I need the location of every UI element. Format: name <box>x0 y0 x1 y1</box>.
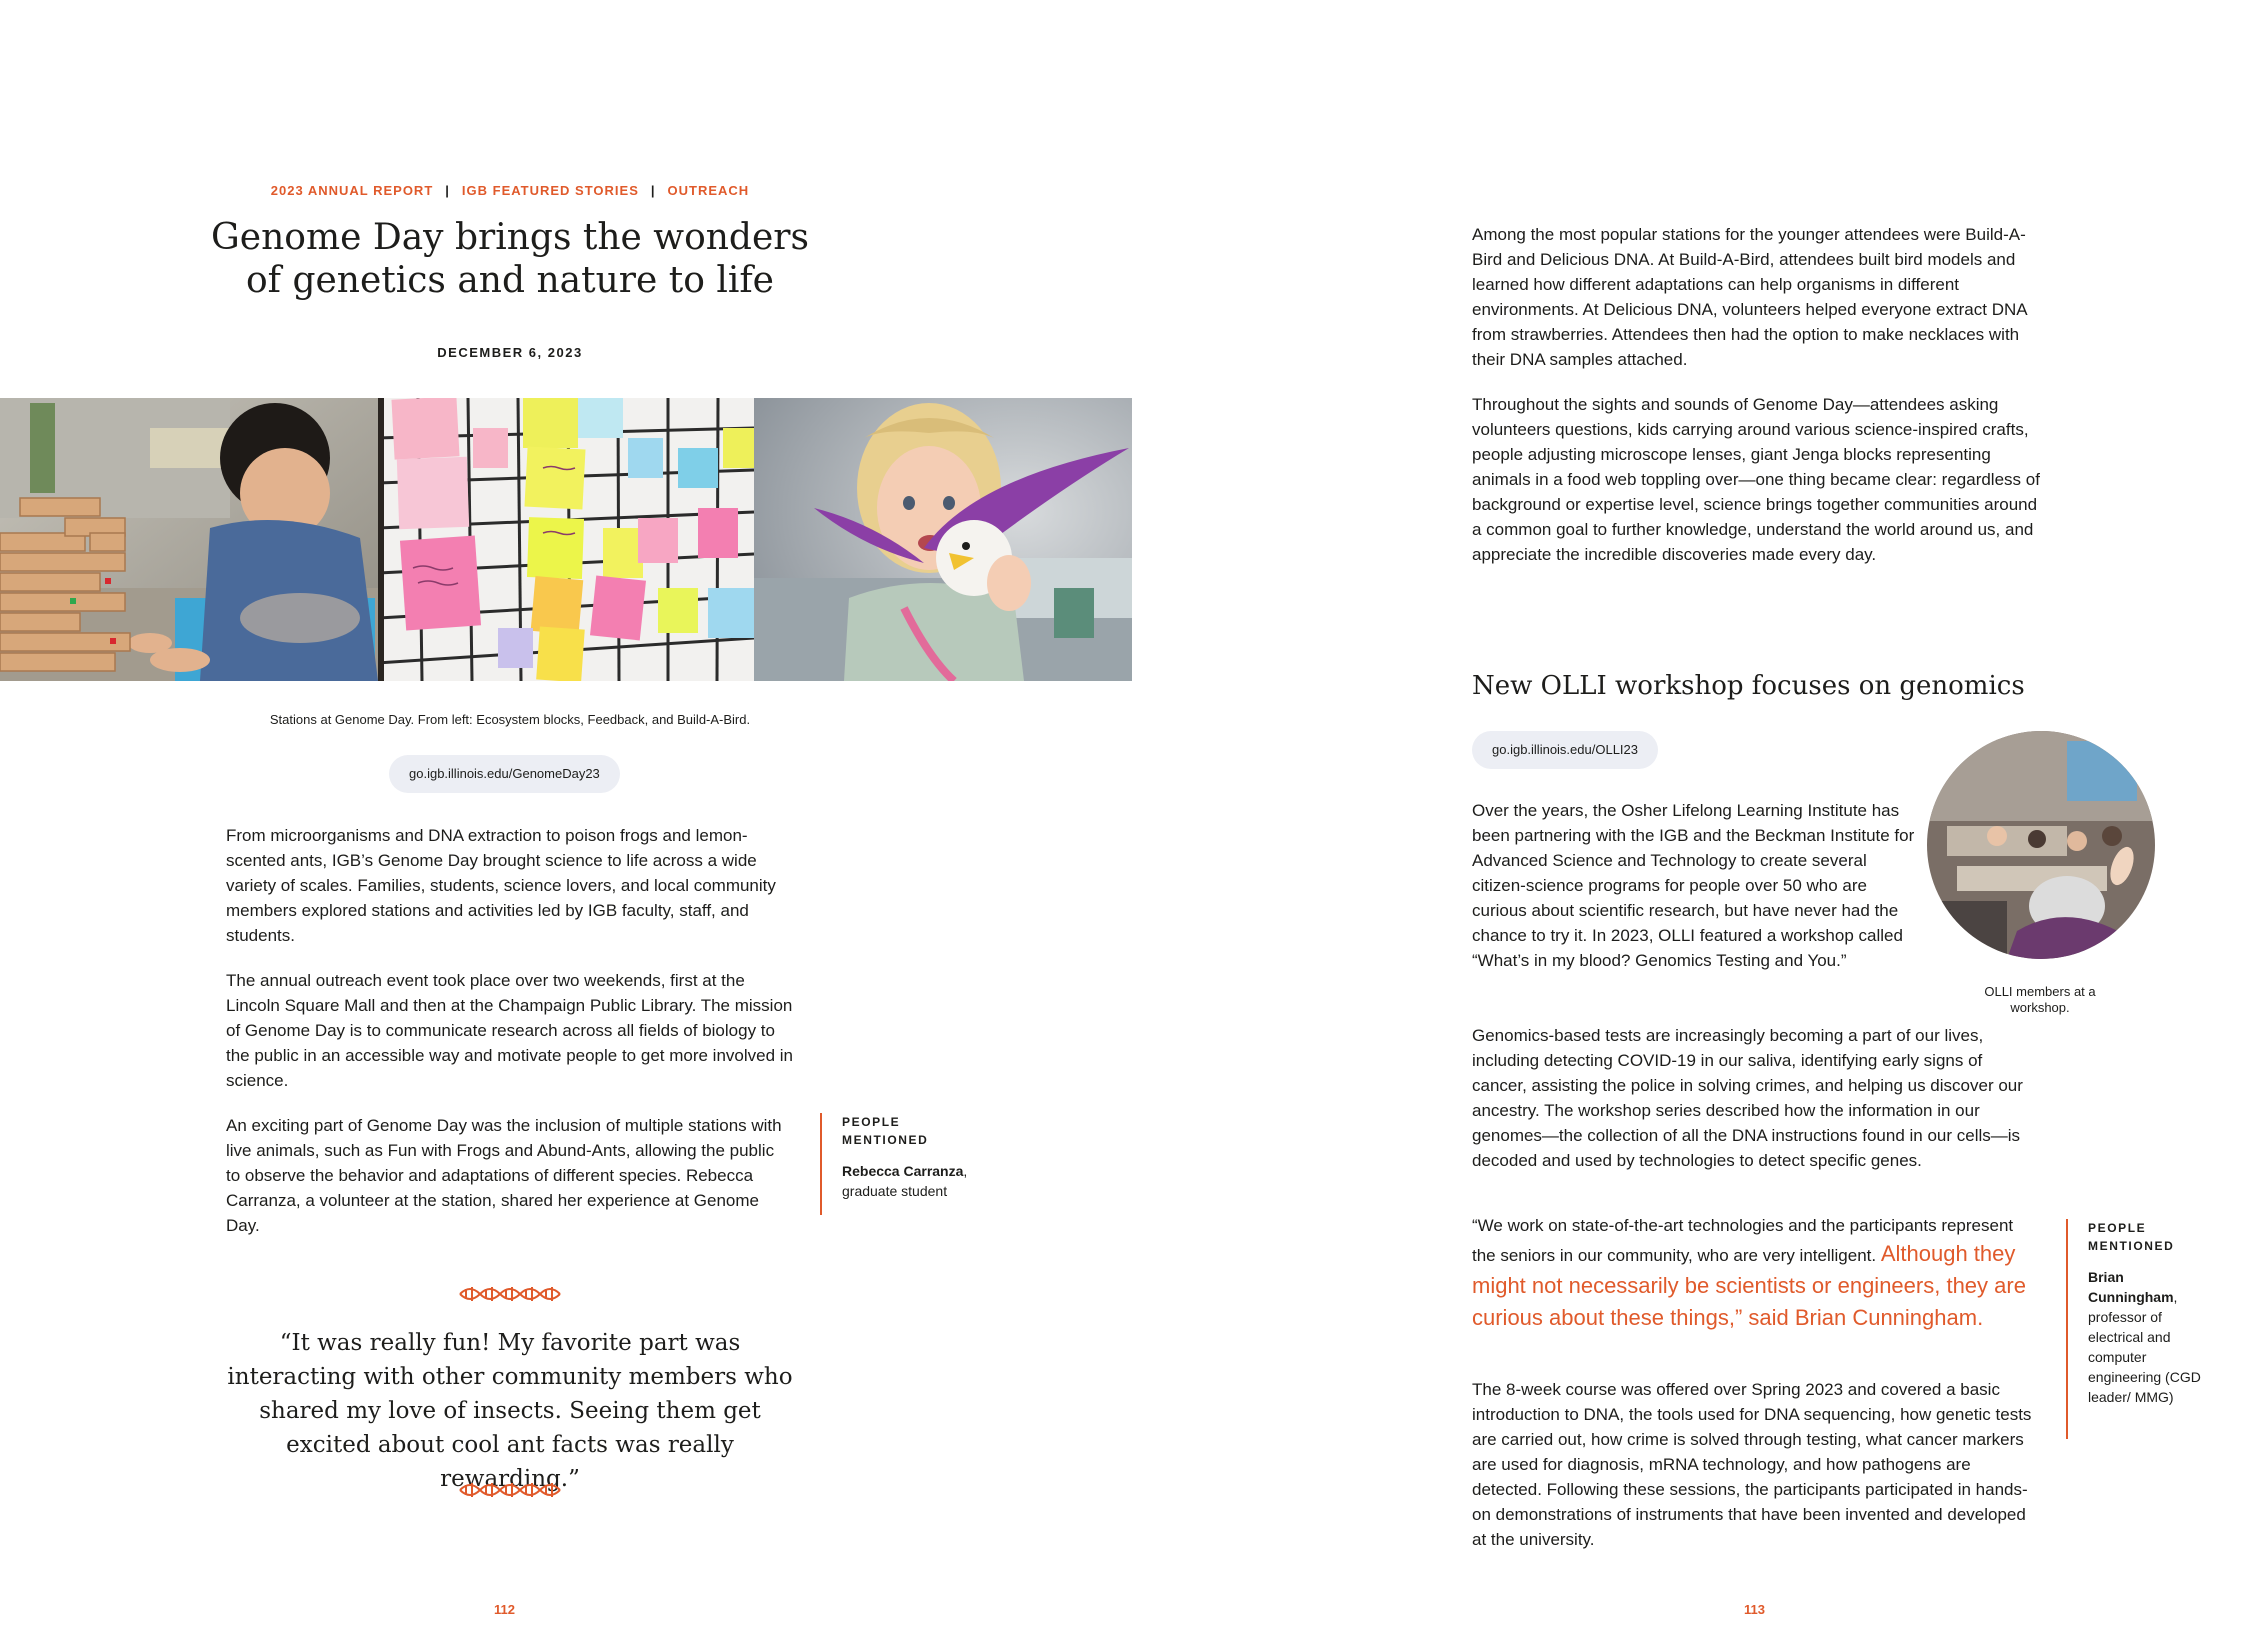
photo-strip <box>0 398 1132 681</box>
person-role: , graduate student <box>842 1163 968 1199</box>
course-paragraph: The 8-week course was offered over Spring 2023 and covered a basic introduction to DNA, the tools used for DNA sequencing, how genetic tests are carried out, how crime is solved through testing, what cancer markers are used for diagnosis, mRNA technology, and how pathogens are detected. Following these sessions, the participants participated in hands-on demonstrations of instruments that have been invented and developed at the university. <box>1472 1380 2032 1549</box>
sights-sounds-paragraph: Throughout the sights and sounds of Genome Day—attendees asking volunteers questions, kids carrying around various science-inspired crafts, people adjusting microscope lenses, giant Jenga blocks representing animals in a food web toppling over—one thing became clear: regardless of background or expertise level, science brings together communities around a common goal to further knowledge, understand the world around us, and appreciate the incredible discoveries made every day. <box>1472 395 2040 564</box>
publish-date: DECEMBER 6, 2023 <box>437 345 583 360</box>
olli-workshop-photo <box>1927 731 2155 959</box>
cunningham-quote <box>1472 1213 2032 1334</box>
person-entry <box>842 1161 1012 1201</box>
breadcrumb-separator: | <box>650 183 656 198</box>
ecosystem-blocks-image <box>0 398 378 681</box>
people-mentioned-heading: PEOPLE MENTIONED <box>842 1115 929 1147</box>
section-title-olli: New OLLI workshop focuses on genomics <box>1472 671 2025 701</box>
photo-feedback-wall <box>378 398 754 681</box>
page-number-left: 112 <box>494 1602 515 1617</box>
intro-paragraph: From microorganisms and DNA extraction to poison frogs and lemon-scented ants, IGB’s Genome Day brought science to life across a wide variety of scales. Families, students, science lovers, and local community members explored stations and activities led by IGB faculty, staff, and students. <box>226 826 776 945</box>
people-mentioned-right <box>2066 1219 2208 1439</box>
page-number-right: 113 <box>1744 1602 1765 1617</box>
olli-workshop-image <box>1927 731 2155 959</box>
olli-photo-caption: OLLI members at a workshop. <box>1984 984 2096 1015</box>
breadcrumb-item-featured[interactable]: IGB FEATURED STORIES <box>461 183 639 198</box>
olli-link[interactable]: go.igb.illinois.edu/OLLI23 <box>1472 731 1658 769</box>
genome-day-link[interactable]: go.igb.illinois.edu/GenomeDay23 <box>389 755 620 793</box>
mission-paragraph: The annual outreach event took place over two weekends, first at the Lincoln Square Mall and then at the Champaign Public Library. The mission of Genome Day is to communicate research across all fields of biology to the public in an accessible way and motivate people to get more involved in science. <box>226 971 794 1090</box>
quote-highlight-text: Although they might not necessarily be scientists or engineers, they are curious about these things,” said Brian Cunningham. <box>1472 1241 2026 1330</box>
dna-helix-icon <box>458 1478 562 1502</box>
person-name[interactable]: Brian Cunningham <box>2088 1269 2174 1305</box>
breadcrumb <box>0 183 1020 198</box>
build-a-bird-image <box>754 398 1132 681</box>
photo-ecosystem-blocks <box>0 398 378 681</box>
live-animals-paragraph: An exciting part of Genome Day was the inclusion of multiple stations with live animals, such as Fun with Frogs and Abund-Ants, allowing the public to observe the behavior and adaptations of different species. Rebecca Carranza, a volunteer at the station, shared her experience at Genome Day. <box>226 1116 782 1235</box>
feedback-wall-image <box>378 398 754 681</box>
people-mentioned-heading: PEOPLE MENTIONED <box>2088 1221 2175 1253</box>
people-mentioned-left <box>820 1113 1012 1215</box>
genomics-tests-paragraph: Genomics-based tests are increasingly becoming a part of our lives, including detecting COVID-19 in our saliva, identifying early signs of cancer, assisting the police in solving crimes, and helping us discover our ancestry. The workshop series described how the information in our genomes—the collection of all the DNA instructions found in our cells—is decoded and used by technologies to detect specific genes. <box>1472 1026 2023 1170</box>
breadcrumb-item-report[interactable]: 2023 ANNUAL REPORT <box>270 183 434 198</box>
breadcrumb-item-outreach[interactable]: OUTREACH <box>667 183 750 198</box>
person-entry <box>2088 1267 2208 1407</box>
photo-build-a-bird <box>754 398 1132 681</box>
person-role: , professor of electrical and computer engineering (CGD leader/ MMG) <box>2088 1289 2201 1405</box>
dna-helix-icon <box>458 1282 562 1306</box>
breadcrumb-separator: | <box>445 183 450 198</box>
pull-quote: “It was really fun! My favorite part was interacting with other community members who shared my love of insects. Seeing them get excited about cool ant facts was really rewarding.” <box>227 1330 793 1492</box>
person-name[interactable]: Rebecca Carranza <box>842 1163 964 1179</box>
olli-intro-paragraph: Over the years, the Osher Lifelong Learning Institute has been partnering with the IGB and the Beckman Institute for Advanced Science and Technology to create several citizen-science programs for people over 50 who are curious about scientific research, but have never had the chance to try it. In 2023, OLLI featured a workshop called “What’s in my blood? Genomics Testing and You.” <box>1472 801 1915 970</box>
popular-stations-paragraph: Among the most popular stations for the younger attendees were Build-A-Bird and Delicious DNA. At Build-A-Bird, attendees built bird models and learned how different adaptations can help organisms in different environments. At Delicious DNA, volunteers helped everyone extract DNA from strawberries. Attendees then had the option to make necklaces with their DNA samples attached. <box>1472 225 2027 369</box>
quote-plain-text: “We work on state-of-the-art technologies and the participants represent the seniors in our community, who are very intelligent. <box>1472 1216 2014 1265</box>
page-title: Genome Day brings the wonders of genetics and nature to life <box>211 217 809 301</box>
photo-caption: Stations at Genome Day. From left: Ecosystem blocks, Feedback, and Build-A-Bird. <box>269 712 751 727</box>
